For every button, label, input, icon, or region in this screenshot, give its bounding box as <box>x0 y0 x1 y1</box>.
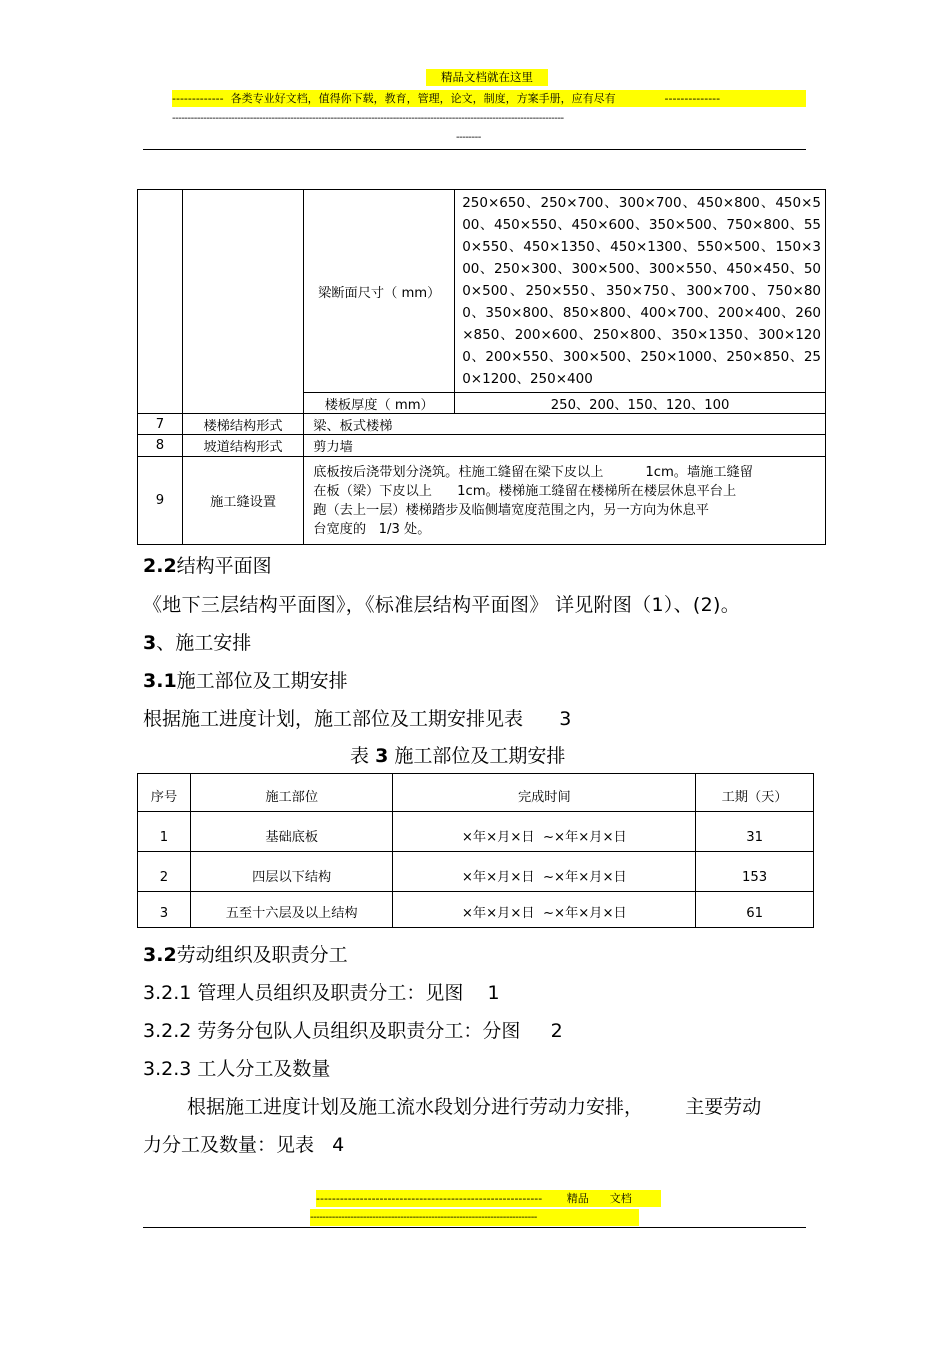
table-cell: ×年×月×日 ~×年×月×日 <box>393 812 696 852</box>
table-cell: 四层以下结构 <box>190 852 393 892</box>
row-label: 施工缝设置 <box>182 457 303 545</box>
section-number: 3 <box>143 632 157 654</box>
table-caption <box>350 743 565 769</box>
text-line: 底板按后浇带划分浇筑。柱施工缝留在梁下皮以上 1cm。墙施工缝留 <box>313 464 753 480</box>
section-number: 2.2 <box>143 555 177 577</box>
table-cell: 3 <box>138 892 191 928</box>
table-cell: 五至十六层及以上结构 <box>190 892 393 928</box>
paragraph-3-2-3-line2: 力分工及数量：见表 4 <box>143 1134 345 1156</box>
table-cell: 31 <box>696 812 814 852</box>
row-label: 坡道结构形式 <box>182 435 303 457</box>
header-dash-line: ------------------------------------------------------------------------------------------------------------------------------ <box>172 113 564 124</box>
section-heading-3 <box>143 630 251 656</box>
column-header: 完成时间 <box>393 774 696 812</box>
beam-size-values: 250×650、250×700、300×700、450×800、450×500、450×550、450×600、350×500、750×800、550×550、450×1350、450×1300、550×500、150×300、250×300、300×500、300×550、450×450、500×500、250×550、350×750、300×700、750×800、350×800、850×800、400×700、200×400、260×850、200×600、250×800、350×1350、300×1200、200×550、300×500、250×1000、250×850、250×1200、250×400 <box>455 190 826 393</box>
paragraph-2-2: 《地下三层结构平面图》，《标准层结构平面图》 详见附图（1）、(2)。 <box>143 594 741 616</box>
section-title: 结构平面图 <box>176 555 272 577</box>
text-line: 跑（去上一层）楼梯踏步及临侧墙宽度范围之内，另一方向为休息平 <box>313 502 709 518</box>
beam-size-label: 梁断面尺寸（ mm） <box>304 190 455 393</box>
column-header: 施工部位 <box>190 774 393 812</box>
header-banner: ------------- 各类专业好文档，值得你下载，教育，管理，论文，制度，方案手册，应有尽有 -------------- <box>172 90 806 107</box>
footer-banner: --------------------------------------------------------- 精品 文档 <box>316 1190 661 1207</box>
section-number: 3.2 <box>143 944 177 966</box>
row-value: 梁、板式楼梯 <box>304 414 826 435</box>
table-cell: 基础底板 <box>190 812 393 852</box>
row-value: 剪力墙 <box>304 435 826 457</box>
section-number: 3.1 <box>143 670 177 692</box>
section-heading-3-2 <box>143 942 348 968</box>
table-cell <box>182 190 303 414</box>
table-row <box>138 190 826 393</box>
table-row <box>138 812 814 852</box>
header-rule <box>143 149 806 150</box>
section-title: 劳动组织及职责分工 <box>176 944 348 966</box>
footer-rule <box>143 1227 806 1228</box>
table-cell: 1 <box>138 812 191 852</box>
subsection-3-2-2: 3.2.2 劳务分包队人员组织及职责分工：分图 2 <box>143 1020 563 1042</box>
table-cell <box>138 190 183 414</box>
section-heading-3-1 <box>143 668 348 694</box>
caption-prefix: 表 <box>350 745 370 767</box>
section-heading-2-2 <box>143 553 272 579</box>
table-header-row <box>138 774 814 812</box>
row-label: 楼梯结构形式 <box>182 414 303 435</box>
table-cell: ×年×月×日 ~×年×月×日 <box>393 892 696 928</box>
table-row <box>138 852 814 892</box>
paragraph-3-1: 根据施工进度计划，施工部位及工期安排见表 3 <box>143 708 572 730</box>
caption-number: 3 <box>375 745 389 767</box>
paragraph-3-2-3-line1: 根据施工进度计划及施工流水段划分进行劳动力安排， 主要劳动 <box>187 1096 762 1118</box>
table-cell: 153 <box>696 852 814 892</box>
header-title: 精品文档就在这里 <box>426 69 548 86</box>
table-cell: ×年×月×日 ~×年×月×日 <box>393 852 696 892</box>
table-cell: 61 <box>696 892 814 928</box>
slab-thickness-label: 楼板厚度（ mm） <box>304 393 455 414</box>
text-line: 台宽度的 1/3 处。 <box>313 521 431 537</box>
table-cell: 2 <box>138 852 191 892</box>
section-title: 施工部位及工期安排 <box>176 670 348 692</box>
slab-thickness-values: 250、200、150、120、100 <box>455 393 826 414</box>
table-row <box>138 414 826 435</box>
row-number: 8 <box>138 435 183 457</box>
row-number: 7 <box>138 414 183 435</box>
footer-dash-line: ------------------------------------------------------------------------- <box>310 1209 639 1226</box>
row-number: 9 <box>138 457 183 545</box>
subsection-3-2-3: 3.2.3 工人分工及数量 <box>143 1058 331 1080</box>
column-header: 工期（天） <box>696 774 814 812</box>
table-row <box>138 435 826 457</box>
construction-joint-text <box>304 457 826 545</box>
section-title: 、施工安排 <box>156 632 252 654</box>
text-line: 在板（梁）下皮以上 1cm。楼梯施工缝留在楼梯所在楼层休息平台上 <box>313 483 737 499</box>
structure-table <box>137 189 826 545</box>
caption-title: 施工部位及工期安排 <box>394 745 566 767</box>
subsection-3-2-1: 3.2.1 管理人员组织及职责分工：见图 1 <box>143 982 500 1004</box>
table-row <box>138 892 814 928</box>
header-dash-short: -------- <box>456 132 481 143</box>
column-header: 序号 <box>138 774 191 812</box>
table-row <box>138 457 826 545</box>
schedule-table <box>137 773 814 928</box>
